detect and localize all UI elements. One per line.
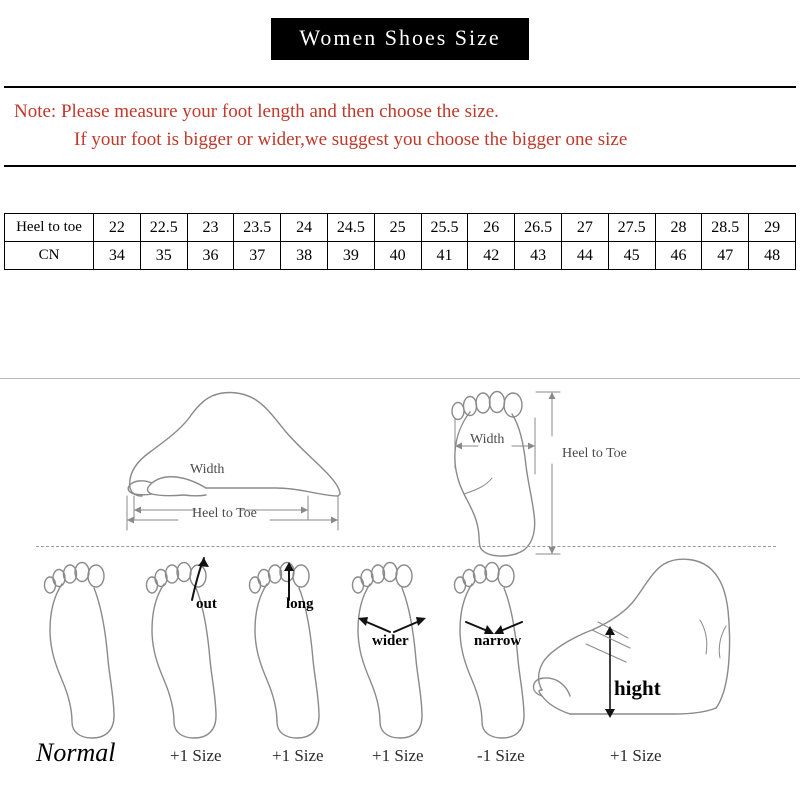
table-cell: 42 xyxy=(468,242,515,270)
table-cell: 23 xyxy=(187,214,234,242)
table-cell: 46 xyxy=(655,242,702,270)
title-box xyxy=(271,18,528,60)
side-foot-width-label: Width xyxy=(190,462,225,477)
side-foot-heel-to-toe-label: Heel to Toe xyxy=(192,506,257,521)
page-title: Women Shoes Size xyxy=(299,25,501,50)
table-cell: 24.5 xyxy=(327,214,374,242)
table-cell: 24 xyxy=(281,214,328,242)
size-table xyxy=(4,213,796,270)
dashed-divider xyxy=(36,546,776,547)
note-block xyxy=(4,86,796,167)
annotation-long: long xyxy=(286,596,314,612)
table-cell: 27 xyxy=(561,214,608,242)
table-cell: 40 xyxy=(374,242,421,270)
table-cell: 25.5 xyxy=(421,214,468,242)
diagram-area xyxy=(0,378,800,800)
size-note-6: +1 Size xyxy=(610,746,662,765)
table-cell: 47 xyxy=(702,242,749,270)
table-cell: 22 xyxy=(94,214,141,242)
table-cell: 28.5 xyxy=(702,214,749,242)
annotation-out: out xyxy=(196,596,217,612)
size-note-4: +1 Size xyxy=(372,746,424,765)
annotation-hight: hight xyxy=(614,676,661,700)
table-cell: 28 xyxy=(655,214,702,242)
row-header-cn: CN xyxy=(5,242,94,270)
table-cell: 38 xyxy=(281,242,328,270)
table-cell: 26.5 xyxy=(515,214,562,242)
table-cell: 23.5 xyxy=(234,214,281,242)
size-note-normal: Normal xyxy=(36,738,116,767)
table-cell: 35 xyxy=(140,242,187,270)
foot-measure-diagrams xyxy=(0,378,800,800)
size-note-2: +1 Size xyxy=(170,746,222,765)
table-cell: 29 xyxy=(749,214,796,242)
table-cell: 37 xyxy=(234,242,281,270)
table-cell: 43 xyxy=(515,242,562,270)
table-cell: 22.5 xyxy=(140,214,187,242)
sole-foot-width-label: Width xyxy=(470,432,505,447)
size-note-3: +1 Size xyxy=(272,746,324,765)
table-row xyxy=(5,214,796,242)
note-line-2: If your foot is bigger or wider,we suggest you choose the bigger one size xyxy=(74,128,628,150)
table-cell: 39 xyxy=(327,242,374,270)
note-line-1: Note: Please measure your foot length and then choose the size. xyxy=(14,101,499,122)
title-banner xyxy=(0,18,800,60)
table-cell: 48 xyxy=(749,242,796,270)
table-cell: 27.5 xyxy=(608,214,655,242)
annotation-wider: wider xyxy=(372,633,409,649)
table-row xyxy=(5,242,796,270)
table-cell: 36 xyxy=(187,242,234,270)
table-cell: 45 xyxy=(608,242,655,270)
table-cell: 34 xyxy=(94,242,141,270)
table-cell: 41 xyxy=(421,242,468,270)
row-header-heel-to-toe: Heel to toe xyxy=(5,214,94,242)
size-note-5: -1 Size xyxy=(477,746,525,765)
sole-foot-heel-to-toe-label: Heel to Toe xyxy=(562,446,627,461)
table-cell: 25 xyxy=(374,214,421,242)
table-cell: 26 xyxy=(468,214,515,242)
annotation-narrow: narrow xyxy=(474,633,522,649)
table-cell: 44 xyxy=(561,242,608,270)
